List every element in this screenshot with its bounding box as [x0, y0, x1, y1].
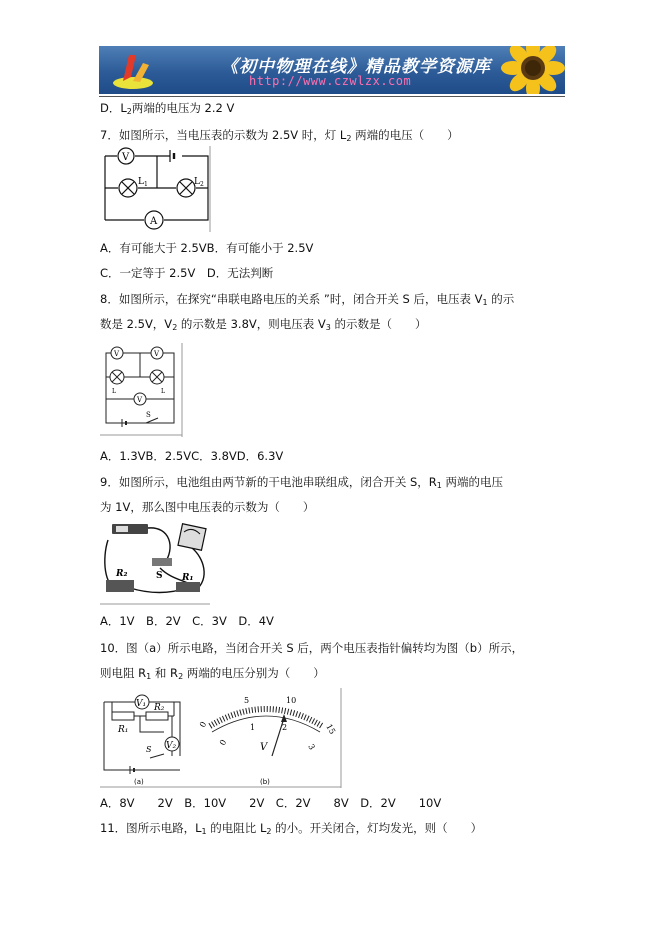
banner-url[interactable]: http://www.czwlzx.com — [249, 74, 412, 88]
q7-stem — [100, 127, 459, 147]
q8-circuit-diagram — [100, 343, 186, 437]
q9-switch-label: S — [156, 571, 163, 581]
q7-options-row2[interactable]: C．一定等于 2.5V D．无法判断 — [100, 266, 274, 280]
q9-resistor2-icon — [106, 580, 134, 592]
q10-figure — [100, 688, 344, 788]
q8-stem-line1 — [100, 291, 514, 311]
prev-option-d-prefix: D．L — [100, 101, 127, 115]
header-banner — [99, 46, 565, 94]
q8-options[interactable]: A．1.3VB．2.5VC．3.8VD．6.3V — [100, 449, 284, 463]
q7-stem-text-a: 7．如图所示，当电压表的示数为 2.5V 时，灯 L — [100, 128, 347, 142]
q10-line2-text-b: 和 R — [151, 666, 179, 680]
prev-option-d — [100, 100, 234, 120]
q8-line1-text-b: 的示 — [487, 292, 515, 306]
sunflower-image — [491, 46, 565, 94]
q9-r1-label: R₁ — [182, 573, 194, 583]
q10-line2-text-c: 两端的电压分别为（ ） — [183, 666, 325, 680]
q8-line2-sub2: 3 — [325, 323, 331, 332]
q7-lamp2-label: $L_2$ — [194, 177, 204, 188]
q10-inner-tick-3: 3 — [306, 742, 317, 752]
prev-option-d-sub: 2 — [126, 107, 132, 116]
q10-caption-b: (b) — [260, 778, 270, 786]
q10-caption-a: (a) — [134, 778, 144, 786]
q10-meter-needle — [272, 718, 284, 756]
q11-stem — [100, 820, 482, 840]
q7-ammeter-label: A — [150, 216, 158, 227]
q10-r1-label: R₁ — [118, 725, 129, 735]
q9-line1-sub: 1 — [436, 481, 442, 490]
q8-line2-text-a: 数是 2.5V，V — [100, 317, 173, 331]
q10-meter-scale — [210, 709, 322, 726]
q8-v2-label: V — [154, 350, 160, 358]
q11-stem-sub2: 2 — [266, 827, 272, 836]
q8-switch-label: S — [146, 411, 151, 419]
q10-v1-label: V₁ — [136, 699, 147, 709]
q7-circuit-diagram — [100, 146, 214, 232]
q9-stem-line2: 为 1V，那么图中电压表的示数为（ ） — [100, 500, 315, 514]
q9-resistor1-icon — [176, 582, 200, 592]
q10-inner-tick-0: 0 — [217, 738, 229, 747]
q8-line2-text-b: 的示数是 3.8V，则电压表 V — [177, 317, 326, 331]
q8-line2-text-c: 的示数是（ ） — [330, 317, 427, 331]
q9-line1-text-a: 9．如图所示，电池组由两节新的干电池串联组成，闭合开关 S，R — [100, 475, 437, 489]
q8-lamp1-label: L — [112, 388, 116, 395]
q10-outer-tick-0: 0 — [197, 720, 209, 729]
q9-voltmeter-icon — [178, 524, 206, 551]
q10-line2-text-a: 则电阻 R — [100, 666, 147, 680]
q10-meter-unit: V — [260, 742, 268, 753]
site-logo — [109, 49, 159, 91]
q8-line1-sub: 1 — [482, 298, 488, 307]
q11-stem-text-c: 的小。开关闭合，灯均发光，则（ ） — [271, 821, 483, 835]
q11-stem-sub1: 1 — [201, 827, 207, 836]
q9-circuit-photo — [100, 518, 212, 606]
q7-options-row1[interactable]: A．有可能大于 2.5VB．有可能小于 2.5V — [100, 241, 314, 255]
q9-switch-icon — [152, 558, 172, 566]
q10-stem-line2 — [100, 665, 325, 685]
q9-stem-line1 — [100, 474, 503, 494]
q10-outer-tick-5: 5 — [244, 696, 250, 705]
q9-options[interactable]: A．1V B．2V C．3V D．4V — [100, 614, 274, 628]
q10-v2-label: V₂ — [166, 741, 177, 751]
q10-line2-sub1: 1 — [146, 672, 152, 681]
q7-voltmeter-label: V — [122, 152, 130, 163]
banner-title: 《初中物理在线》精品教学资源库 — [221, 57, 491, 77]
q8-lamp2-label: L — [161, 388, 165, 395]
q7-stem-text-b: 两端的电压（ ） — [351, 128, 459, 142]
q10-r2-label: R₂ — [154, 703, 165, 713]
q9-r2-label: R₂ — [116, 569, 128, 579]
q10-outer-tick-10: 10 — [286, 696, 297, 705]
q8-v1-label: V — [114, 350, 120, 358]
q8-stem-line2 — [100, 316, 427, 336]
q10-stem-line1: 10．图（a）所示电路，当闭合开关 S 后，两个电压表指针偏转均为图（b）所示， — [100, 641, 524, 655]
header-rule — [99, 96, 565, 97]
q7-stem-sub: 2 — [346, 134, 352, 143]
q10-inner-tick-2: 2 — [282, 723, 288, 732]
q10-outer-tick-15: 15 — [324, 722, 338, 736]
q11-stem-text-b: 的电阻比 L — [206, 821, 267, 835]
q10-inner-tick-1: 1 — [250, 723, 256, 732]
q7-lamp1-label: $L_1$ — [138, 177, 148, 188]
prev-option-d-rest: 两端的电压为 2.2 V — [131, 101, 235, 115]
q10-switch-label: S — [146, 745, 152, 754]
q8-line1-text-a: 8．如图所示，在探究“串联电路电压的关系 ”时，闭合开关 S 后，电压表 V — [100, 292, 483, 306]
q9-line1-text-b: 两端的电压 — [441, 475, 504, 489]
q10-options[interactable]: A．8V 2V B．10V 2V C．2V 8V D．2V 10V — [100, 796, 442, 810]
q11-stem-text-a: 11．图所示电路，L — [100, 821, 202, 835]
q8-v3-label: V — [137, 396, 143, 404]
q8-line2-sub: 2 — [172, 323, 178, 332]
q10-line2-sub2: 2 — [178, 672, 184, 681]
